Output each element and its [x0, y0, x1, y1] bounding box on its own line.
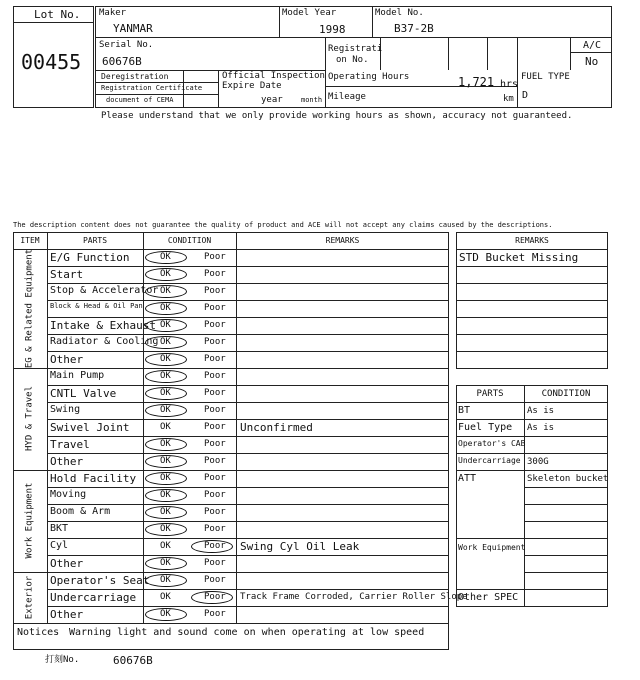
ok-option: OK	[160, 252, 171, 262]
poor-option: Poor	[204, 456, 226, 466]
group-label: HYD & Travel	[24, 385, 35, 452]
deregistration-label: Deregistration	[101, 72, 169, 81]
part-name: Start	[50, 268, 84, 281]
notices-text: Warning light and sound come on when operating at low speed	[69, 627, 425, 638]
poor-option: Poor	[204, 507, 226, 517]
ok-option: OK	[160, 507, 171, 517]
poor-option: Poor	[204, 541, 226, 551]
group-label: Exterior	[24, 575, 35, 619]
side-part-name: Work Equipment	[458, 543, 526, 552]
poor-option: Poor	[204, 422, 226, 432]
part-name: Main Pump	[50, 370, 105, 381]
poor-option: Poor	[204, 575, 226, 585]
ok-option: OK	[160, 558, 171, 568]
ok-option: OK	[160, 422, 171, 432]
group-label: Work Equipment	[24, 482, 35, 559]
part-name: Swivel Joint	[50, 421, 130, 434]
part-name: Intake & Exhaust	[50, 319, 156, 332]
ok-option: OK	[160, 439, 171, 449]
ok-option: OK	[160, 320, 171, 330]
remark-text: Swing Cyl Oil Leak	[240, 540, 360, 553]
mileage-label: Mileage	[328, 92, 366, 102]
operating-hours-value: 1,721	[458, 75, 495, 89]
registration-label: Registrati	[328, 44, 383, 54]
poor-option: Poor	[204, 337, 226, 347]
hrs-unit: hrs	[500, 79, 519, 90]
poor-option: Poor	[204, 592, 226, 602]
ok-option: OK	[160, 286, 171, 296]
ok-option: OK	[160, 388, 171, 398]
part-name: Travel	[50, 438, 90, 451]
col-remarks-header: REMARKS	[325, 236, 360, 245]
ok-option: OK	[160, 405, 171, 415]
model-no-label: Model No.	[375, 8, 424, 18]
part-name: Undercarriage	[50, 591, 137, 604]
col-condition-header: CONDITION	[167, 236, 212, 245]
part-name: Swing	[50, 404, 81, 415]
part-name: E/G Function	[50, 251, 130, 264]
poor-option: Poor	[204, 490, 226, 500]
poor-option: Poor	[204, 320, 226, 330]
inspection-label: Official Inspection	[222, 71, 325, 81]
poor-option: Poor	[204, 303, 226, 313]
part-name: Operator's Seat	[50, 574, 150, 587]
part-name: CNTL Valve	[50, 387, 117, 400]
model-year-label: Model Year	[282, 8, 337, 18]
ok-option: OK	[160, 609, 171, 619]
month-label: month	[301, 96, 323, 104]
col-item-header: ITEM	[20, 236, 40, 245]
side-remarks-header: REMARKS	[515, 236, 549, 245]
side-part-name: BT	[458, 405, 471, 416]
ac-value: No	[585, 55, 599, 68]
hours-note: Please understand that we only provide working hours as shown, accuracy not guaranteed.	[101, 111, 573, 121]
col-parts-header: PARTS	[82, 236, 108, 245]
serial-value: 60676B	[102, 55, 142, 68]
side-part-name: Fuel Type	[458, 422, 513, 433]
registration-label-2: on No.	[336, 55, 369, 65]
inspection-label-2: Expire Date	[222, 81, 282, 91]
registration-certificate-label: Registration Certificate	[101, 84, 203, 92]
maker-value: YANMAR	[113, 22, 153, 35]
disclaimer: The description content does not guarantee the quality of product and ACE will not accept any claims caused by the descriptions.	[13, 221, 553, 229]
part-name: Hold Facility	[50, 472, 137, 485]
part-name: Other	[50, 353, 84, 366]
part-name: Other	[50, 557, 84, 570]
km-unit: km	[503, 94, 514, 104]
maker-label: Maker	[99, 8, 127, 18]
lot-label: Lot No.	[34, 8, 81, 21]
side-part-condition: Skeleton bucket	[527, 474, 609, 484]
ok-option: OK	[160, 524, 171, 534]
side-part-condition: As is	[527, 406, 555, 416]
part-name: Other	[50, 608, 84, 621]
part-name: Block & Head & Oil Pan	[50, 302, 143, 310]
ok-option: OK	[160, 269, 171, 279]
stamp-value: 60676B	[113, 654, 153, 667]
model-no-value: B37-2B	[394, 22, 434, 35]
serial-label: Serial No.	[99, 40, 154, 50]
stamp-label: 打刻No.	[45, 655, 80, 665]
part-name: BKT	[50, 523, 69, 534]
poor-option: Poor	[204, 286, 226, 296]
ok-option: OK	[160, 592, 171, 602]
model-year-value: 1998	[319, 23, 346, 36]
lot-number: 00455	[21, 50, 82, 74]
side-part-condition: 300G	[527, 457, 549, 467]
ok-option: OK	[160, 541, 171, 551]
year-label: year	[261, 95, 283, 105]
ok-option: OK	[160, 354, 171, 364]
ok-option: OK	[160, 575, 171, 585]
poor-option: Poor	[204, 473, 226, 483]
remark-text: Track Frame Corroded, Carrier Roller Slope	[240, 592, 468, 602]
ok-option: OK	[160, 456, 171, 466]
part-name: Moving	[50, 489, 87, 500]
side-condition-header: CONDITION	[541, 389, 591, 399]
document-label: document of CEMA	[106, 96, 174, 104]
poor-option: Poor	[204, 609, 226, 619]
poor-option: Poor	[204, 405, 226, 415]
side-parts-header: PARTS	[476, 389, 504, 399]
part-name: Stop & Accelerator	[50, 285, 159, 296]
notices-label: Notices	[17, 627, 60, 638]
part-name: Boom & Arm	[50, 506, 111, 517]
part-name: Radiator & Cooling	[50, 336, 159, 347]
ok-option: OK	[160, 337, 171, 347]
ac-label: A/C	[583, 40, 602, 51]
part-name: Cyl	[50, 540, 69, 551]
ok-option: OK	[160, 303, 171, 313]
poor-option: Poor	[204, 269, 226, 279]
ok-option: OK	[160, 473, 171, 483]
fuel-type-label: FUEL TYPE	[521, 72, 570, 82]
poor-option: Poor	[204, 524, 226, 534]
side-part-condition: As is	[527, 423, 555, 433]
side-part-name: Other SPEC	[458, 592, 519, 603]
remark-text: Unconfirmed	[240, 421, 313, 434]
poor-option: Poor	[204, 354, 226, 364]
part-name: Other	[50, 455, 84, 468]
ok-option: OK	[160, 371, 171, 381]
side-remark-text: STD Bucket Missing	[459, 251, 579, 264]
poor-option: Poor	[204, 439, 226, 449]
poor-option: Poor	[204, 558, 226, 568]
side-part-name: Undercarriage	[458, 456, 521, 465]
side-part-name: Operator's CAB	[458, 439, 526, 448]
side-part-name: ATT	[458, 473, 477, 484]
group-label: EG & Related Equipment	[24, 248, 35, 368]
poor-option: Poor	[204, 371, 226, 381]
fuel-type-value: D	[522, 90, 529, 101]
operating-hours-label: Operating Hours	[328, 72, 410, 82]
poor-option: Poor	[204, 388, 226, 398]
ok-option: OK	[160, 490, 171, 500]
poor-option: Poor	[204, 252, 226, 262]
